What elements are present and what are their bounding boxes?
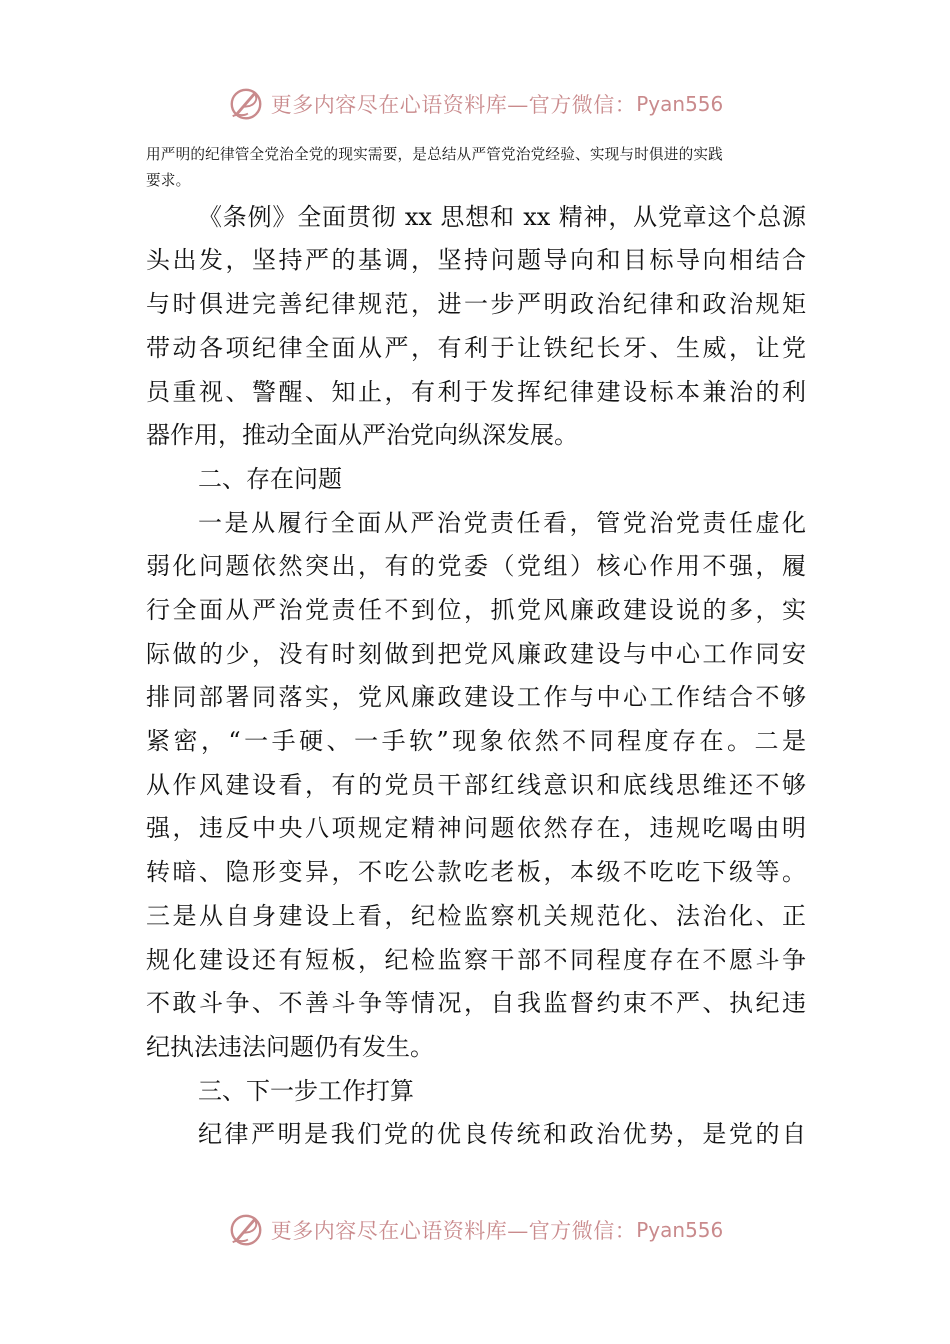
intro-line: 要求。 bbox=[146, 172, 191, 189]
paragraph-line: 弱化问题依然突出，有的党委（党组）核心作用不强，履 bbox=[146, 552, 806, 580]
paragraph-line: 强，违反中央八项规定精神问题依然存在，违规吃喝由明 bbox=[146, 814, 806, 842]
paragraph-line: 三是从自身建设上看，纪检监察机关规范化、法治化、正 bbox=[146, 902, 806, 930]
footer-watermark-banner bbox=[0, 1208, 950, 1252]
paragraph-line: 带动各项纪律全面从严，有利于让铁纪长牙、生威，让党 bbox=[146, 334, 806, 362]
paragraph-line: 纪律严明是我们党的优良传统和政治优势，是党的自 bbox=[198, 1120, 806, 1148]
paragraph-line: 与时俱进完善纪律规范，进一步严明政治纪律和政治规矩 bbox=[146, 290, 806, 318]
paragraph-line: 行全面从严治党责任不到位，抓党风廉政建设说的多，实 bbox=[146, 596, 806, 624]
banner-text: 更多内容尽在心语资料库—官方微信： bbox=[270, 93, 637, 117]
paragraph-line: 员重视、警醒、知止，有利于发挥纪律建设标本兼治的利 bbox=[146, 378, 806, 406]
paragraph-line: 转暗、隐形变异，不吃公款吃老板，本级不吃吃下级等。 bbox=[146, 858, 806, 886]
paragraph-line: 不敢斗争、不善斗争等情况，自我监督约束不严、执纪违 bbox=[146, 989, 806, 1017]
paragraph-line: 头出发，坚持严的基调，坚持问题导向和目标导向相结合 bbox=[146, 246, 806, 274]
paragraph-line: 一是从履行全面从严治党责任看，管党治党责任虚化 bbox=[198, 509, 806, 537]
banner-wechat-id: Pyan556 bbox=[636, 92, 724, 116]
header-watermark-banner bbox=[0, 82, 950, 126]
paragraph-line: 规化建设还有短板，纪检监察干部不同程度存在不愿斗争 bbox=[146, 946, 806, 974]
paragraph-line: 排同部署同落实，党风廉政建设工作与中心工作结合不够 bbox=[146, 683, 806, 711]
banner-text: 更多内容尽在心语资料库—官方微信： bbox=[270, 1219, 637, 1243]
paragraph-line: 《条例》全面贯彻 xx 思想和 xx 精神，从党章这个总源 bbox=[198, 203, 806, 231]
section-heading: 三、下一步工作打算 bbox=[198, 1077, 414, 1105]
paragraph-line: 际做的少，没有时刻做到把党风廉政建设与中心工作同安 bbox=[146, 640, 806, 668]
section-heading: 二、存在问题 bbox=[198, 465, 342, 493]
intro-line: 用严明的纪律管全党治全党的现实需要，是总结从严管党治党经验、实现与时俱进的实践 bbox=[146, 146, 723, 163]
paragraph-line: 紧密，“一手硬、一手软”现象依然不同程度存在。二是 bbox=[146, 727, 806, 755]
paragraph-line: 纪执法违法问题仍有发生。 bbox=[146, 1033, 434, 1061]
paragraph-line: 器作用，推动全面从严治党向纵深发展。 bbox=[146, 421, 578, 449]
quill-logo-icon bbox=[227, 1211, 265, 1249]
banner-wechat-id: Pyan556 bbox=[636, 1218, 724, 1242]
quill-logo-icon bbox=[227, 85, 265, 123]
paragraph-line: 从作风建设看，有的党员干部红线意识和底线思维还不够 bbox=[146, 771, 806, 799]
